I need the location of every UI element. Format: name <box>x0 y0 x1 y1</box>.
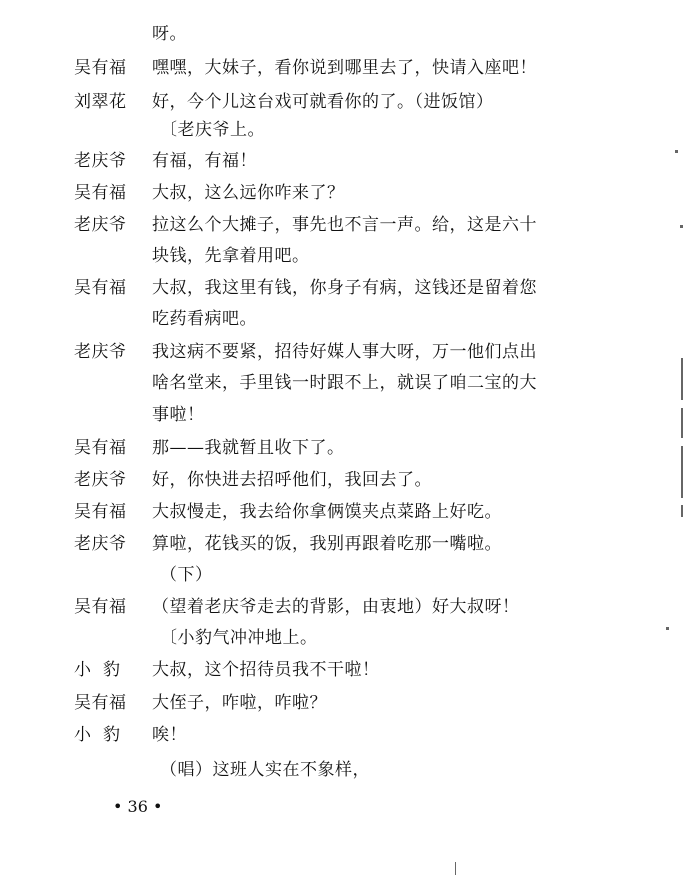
dialogue-line: 唉！ <box>152 725 187 745</box>
dialogue-line: 呀。 <box>152 24 187 44</box>
dialogue-line: 大叔慢走，我去给你拿俩馍夹点菜路上好吃。 <box>152 502 502 522</box>
dialogue-line: 好，今个儿这台戏可就看你的了。（进饭馆） <box>152 92 494 112</box>
dialogue-line: 大叔，这个招待员我不干啦！ <box>152 660 380 680</box>
speaker-name: 老庆爷 <box>74 534 127 554</box>
speaker-name: 老庆爷 <box>74 470 127 490</box>
dialogue-line: 吃药看病吧。 <box>152 309 257 329</box>
dialogue-line: 我这病不要紧，招待好媒人事大呀，万一他们点出 <box>152 342 537 362</box>
stage-direction: 〔老庆爷上。 <box>160 120 265 140</box>
scan-dot-3 <box>666 627 669 630</box>
speaker-name: 吴有福 <box>74 502 127 522</box>
stage-direction: （下） <box>160 565 213 585</box>
dialogue-line: 啥名堂来，手里钱一时跟不上，就误了咱二宝的大 <box>152 373 537 393</box>
scan-mark-right-3 <box>681 446 683 498</box>
scan-mark-right-4 <box>681 505 683 517</box>
speaker-name: 刘翠花 <box>74 92 127 112</box>
speaker-name: 小豹 <box>74 725 132 745</box>
speaker-name: 吴有福 <box>74 438 127 458</box>
speaker-name: 吴有福 <box>74 58 127 78</box>
scan-dot-1 <box>675 150 678 153</box>
scan-mark-right-1 <box>681 358 683 400</box>
stage-direction: 〔小豹气冲冲地上。 <box>160 628 318 648</box>
scan-mark-bottom <box>455 862 456 875</box>
dialogue-line: 嘿嘿，大妹子，看你说到哪里去了，快请入座吧！ <box>152 58 537 78</box>
dialogue-line: 拉这么个大摊子，事先也不言一声。给，这是六十 <box>152 215 537 235</box>
speaker-name: 老庆爷 <box>74 215 127 235</box>
dialogue-line: 算啦，花钱买的饭，我别再跟着吃那一嘴啦。 <box>152 534 502 554</box>
page-number: • 36 • <box>113 797 163 816</box>
dialogue-line: 好，你快进去招呼他们，我回去了。 <box>152 470 432 490</box>
speaker-name: 老庆爷 <box>74 151 127 171</box>
dialogue-line: （望着老庆爷走去的背影，由衷地）好大叔呀！ <box>152 597 520 617</box>
dialogue-line: 大侄子，咋啦，咋啦？ <box>152 693 327 713</box>
scan-dot-2 <box>680 225 683 228</box>
dialogue-line: 事啦！ <box>152 405 205 425</box>
speaker-name: 吴有福 <box>74 278 127 298</box>
dialogue-line: 大叔，我这里有钱，你身子有病，这钱还是留着您 <box>152 278 537 298</box>
dialogue-line: 那——我就暂且收下了。 <box>152 438 345 458</box>
dialogue-line: 大叔，这么远你咋来了？ <box>152 183 345 203</box>
stage-direction: （唱）这班人实在不象样， <box>160 760 370 780</box>
speaker-name: 吴有福 <box>74 597 127 617</box>
scan-mark-right-2 <box>681 408 683 438</box>
speaker-name: 老庆爷 <box>74 342 127 362</box>
speaker-name: 小豹 <box>74 660 132 680</box>
speaker-name: 吴有福 <box>74 693 127 713</box>
dialogue-line: 块钱，先拿着用吧。 <box>152 246 310 266</box>
speaker-name: 吴有福 <box>74 183 127 203</box>
dialogue-line: 有福，有福！ <box>152 151 257 171</box>
